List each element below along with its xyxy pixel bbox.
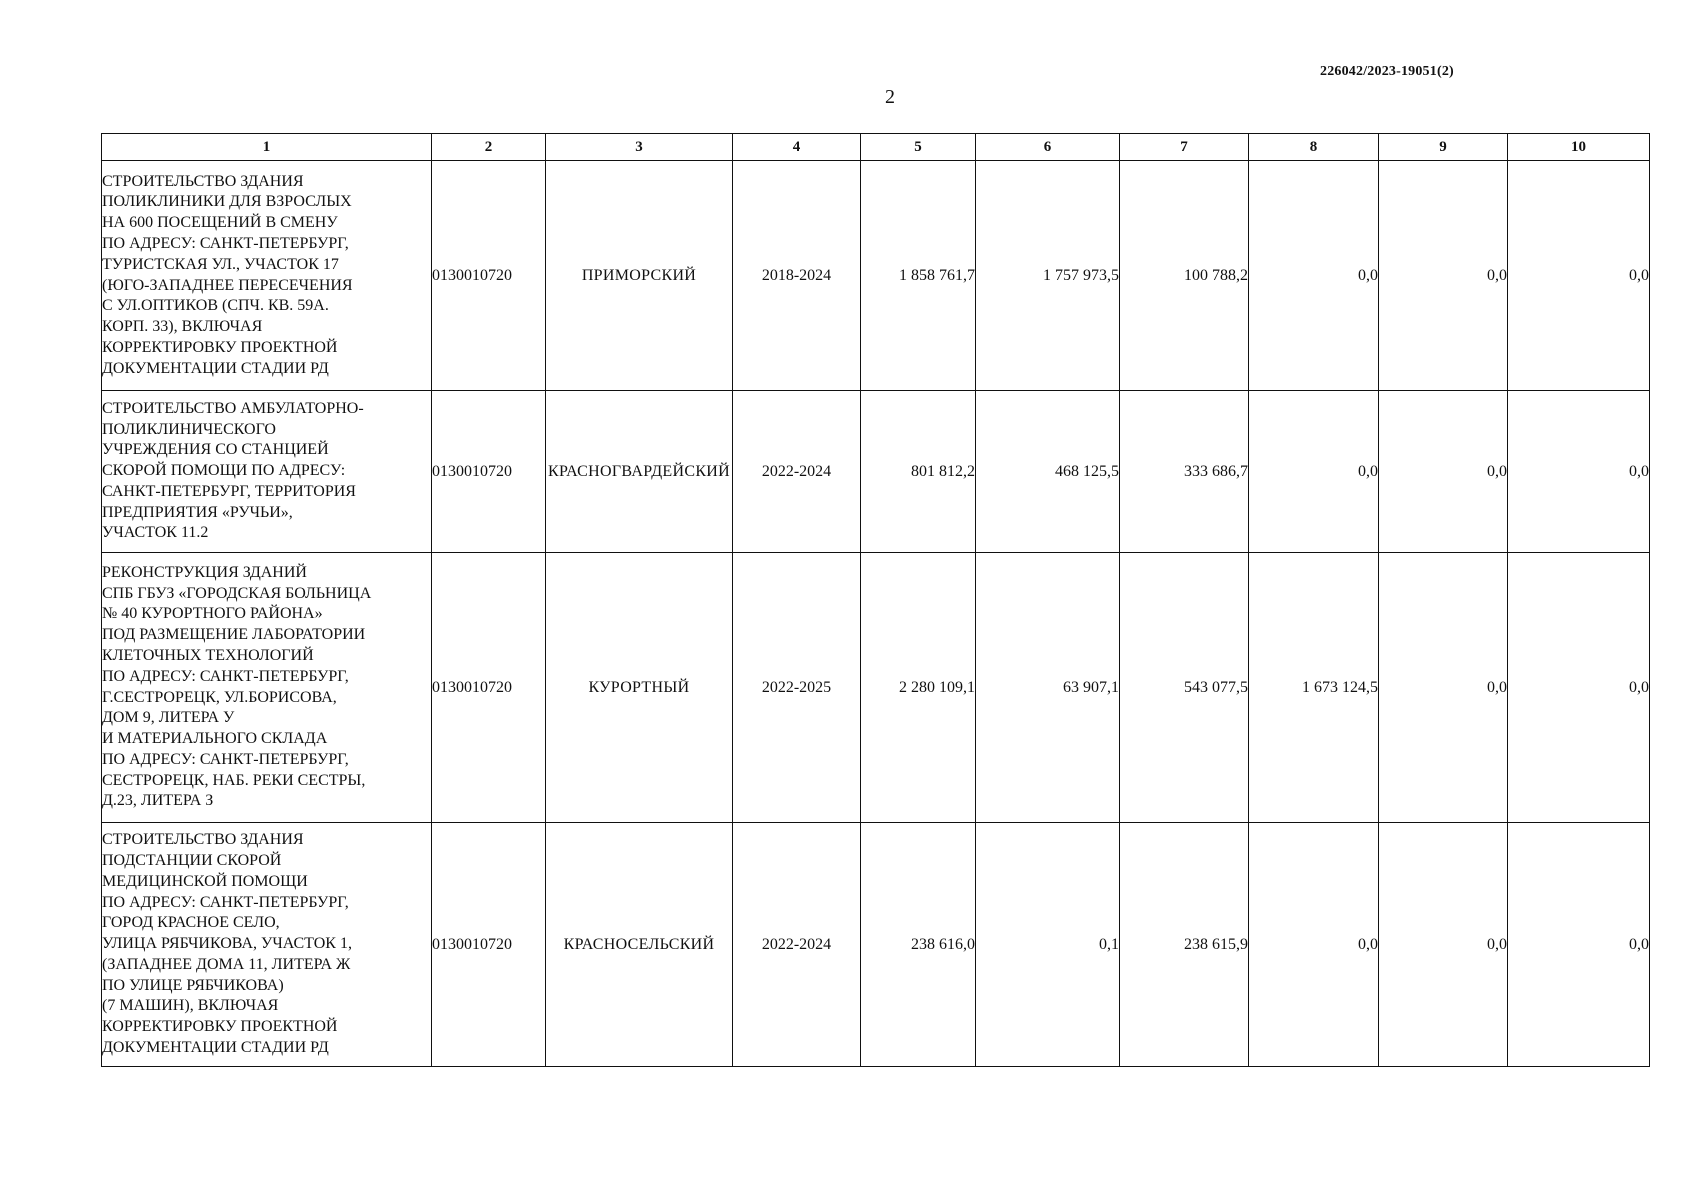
column-header: 8 [1249, 134, 1379, 161]
column-header: 2 [432, 134, 546, 161]
value-cell: 0,0 [1508, 823, 1650, 1067]
value-cell: 543 077,5 [1120, 553, 1249, 823]
value-cell: 0,0 [1249, 161, 1379, 391]
column-header: 4 [733, 134, 861, 161]
district-cell: КРАСНОСЕЛЬСКИЙ [546, 823, 733, 1067]
column-header: 6 [976, 134, 1120, 161]
value-cell: 1 757 973,5 [976, 161, 1120, 391]
code-cell: 0130010720 [432, 161, 546, 391]
column-header: 7 [1120, 134, 1249, 161]
code-cell: 0130010720 [432, 391, 546, 553]
value-cell: 801 812,2 [861, 391, 976, 553]
value-cell: 333 686,7 [1120, 391, 1249, 553]
value-cell: 238 615,9 [1120, 823, 1249, 1067]
value-cell: 238 616,0 [861, 823, 976, 1067]
district-cell: ПРИМОРСКИЙ [546, 161, 733, 391]
code-cell: 0130010720 [432, 553, 546, 823]
value-cell: 0,0 [1379, 823, 1508, 1067]
value-cell: 2 280 109,1 [861, 553, 976, 823]
document-number: 226042/2023-19051(2) [1320, 64, 1454, 79]
budget-table [101, 133, 1650, 1067]
code-cell: 0130010720 [432, 823, 546, 1067]
column-header: 9 [1379, 134, 1508, 161]
value-cell: 1 858 761,7 [861, 161, 976, 391]
period-cell: 2022-2024 [733, 823, 861, 1067]
table-row [102, 391, 1650, 553]
value-cell: 0,0 [1379, 553, 1508, 823]
table-row [102, 161, 1650, 391]
table-row [102, 553, 1650, 823]
period-cell: 2018-2024 [733, 161, 861, 391]
period-cell: 2022-2024 [733, 391, 861, 553]
value-cell: 0,0 [1379, 391, 1508, 553]
column-header: 5 [861, 134, 976, 161]
page-number: 2 [885, 86, 895, 108]
value-cell: 0,1 [976, 823, 1120, 1067]
column-header: 10 [1508, 134, 1650, 161]
column-header: 1 [102, 134, 432, 161]
value-cell: 0,0 [1249, 391, 1379, 553]
object-name-cell: СТРОИТЕЛЬСТВО АМБУЛАТОРНО- ПОЛИКЛИНИЧЕСКОГО УЧРЕЖДЕНИЯ СО СТАНЦИЕЙ СКОРОЙ ПОМОЩИ ПО АДРЕСУ: САНКТ-ПЕТЕРБУРГ, ТЕРРИТОРИЯ ПРЕДПРИЯТИЯ «РУЧЬИ», УЧАСТОК 11.2 [102, 391, 432, 553]
district-cell: КУРОРТНЫЙ [546, 553, 733, 823]
period-cell: 2022-2025 [733, 553, 861, 823]
value-cell: 0,0 [1379, 161, 1508, 391]
table-row [102, 823, 1650, 1067]
district-cell: КРАСНОГВАРДЕЙСКИЙ [546, 391, 733, 553]
value-cell: 0,0 [1249, 823, 1379, 1067]
value-cell: 0,0 [1508, 391, 1650, 553]
object-name-cell: СТРОИТЕЛЬСТВО ЗДАНИЯ ПОЛИКЛИНИКИ ДЛЯ ВЗРОСЛЫХ НА 600 ПОСЕЩЕНИЙ В СМЕНУ ПО АДРЕСУ: САНКТ-ПЕТЕРБУРГ, ТУРИСТСКАЯ УЛ., УЧАСТОК 17 (ЮГО-ЗАПАДНЕЕ ПЕРЕСЕЧЕНИЯ С УЛ.ОПТИКОВ (СПЧ. КВ. 59А. КОРП. 33), ВКЛЮЧАЯ КОРРЕКТИРОВКУ ПРОЕКТНОЙ ДОКУМЕНТАЦИИ СТАДИИ РД [102, 161, 432, 391]
object-name-cell: РЕКОНСТРУКЦИЯ ЗДАНИЙ СПБ ГБУЗ «ГОРОДСКАЯ БОЛЬНИЦА № 40 КУРОРТНОГО РАЙОНА» ПОД РАЗМЕЩЕНИЕ ЛАБОРАТОРИИ КЛЕТОЧНЫХ ТЕХНОЛОГИЙ ПО АДРЕСУ: САНКТ-ПЕТЕРБУРГ, Г.СЕСТРОРЕЦК, УЛ.БОРИСОВА, ДОМ 9, ЛИТЕРА У И МАТЕРИАЛЬНОГО СКЛАДА ПО АДРЕСУ: САНКТ-ПЕТЕРБУРГ, СЕСТРОРЕЦК, НАБ. РЕКИ СЕСТРЫ, Д.23, ЛИТЕРА З [102, 553, 432, 823]
value-cell: 100 788,2 [1120, 161, 1249, 391]
column-header: 3 [546, 134, 733, 161]
column-number-row [102, 134, 1650, 161]
value-cell: 63 907,1 [976, 553, 1120, 823]
object-name-cell: СТРОИТЕЛЬСТВО ЗДАНИЯ ПОДСТАНЦИИ СКОРОЙ МЕДИЦИНСКОЙ ПОМОЩИ ПО АДРЕСУ: САНКТ-ПЕТЕРБУРГ, ГОРОД КРАСНОЕ СЕЛО, УЛИЦА РЯБЧИКОВА, УЧАСТОК 1, (ЗАПАДНЕЕ ДОМА 11, ЛИТЕРА Ж ПО УЛИЦЕ РЯБЧИКОВА) (7 МАШИН), ВКЛЮЧАЯ КОРРЕКТИРОВКУ ПРОЕКТНОЙ ДОКУМЕНТАЦИИ СТАДИИ РД [102, 823, 432, 1067]
value-cell: 0,0 [1508, 161, 1650, 391]
value-cell: 0,0 [1508, 553, 1650, 823]
value-cell: 468 125,5 [976, 391, 1120, 553]
value-cell: 1 673 124,5 [1249, 553, 1379, 823]
